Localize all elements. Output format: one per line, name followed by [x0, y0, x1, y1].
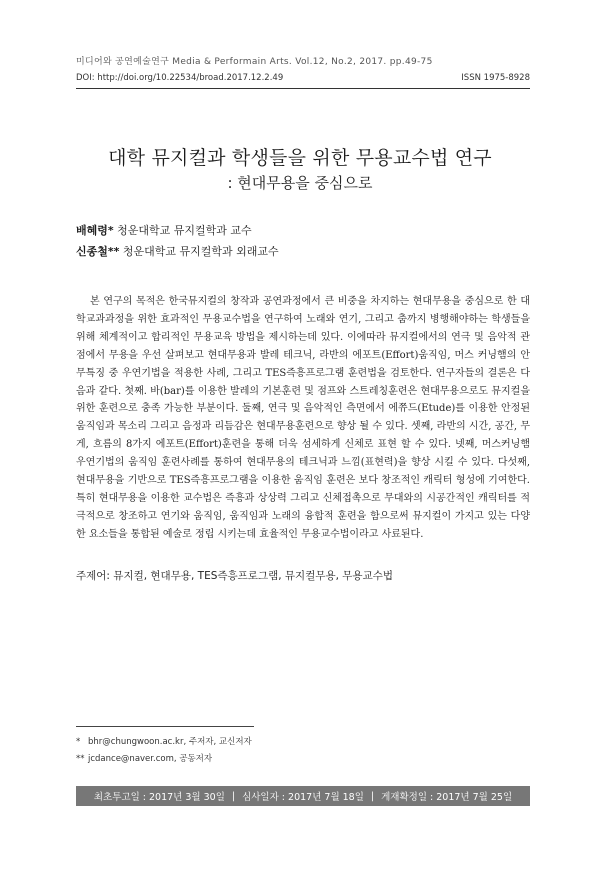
issn: ISSN 1975-8928 — [461, 73, 530, 83]
header-divider — [76, 88, 530, 89]
paper-title: 대학 뮤지컬과 학생들을 위한 무용교수법 연구 — [108, 147, 492, 169]
doi-link[interactable]: DOI: http://doi.org/10.22534/broad.2017.12.2.49 — [76, 73, 284, 83]
abstract-text: 본 연구의 목적은 한국뮤지컬의 창작과 공연과정에서 큰 비중을 차지하는 현대무용을 중심으로 한 대학교과과정을 위한 효과적인 무용교수법을 연구하여 노래와 연기, 그리고 춤까지 병행해야하는 학생들을 위해 체계적이고 합리적인 무용교육 방법을 제시하는데 있다. 이에따라 뮤지컬에서의 연극 및 음악적 관점에서 무용을 우선 살펴보고 현대무용과 발레 테크닉, 라반의 에포트(Effort)움직임, 머스 커닝햄의 안무특징 중 우연기법을 적용한 사례, 그리고 TES즉흥프로그램 훈련법을 검토한다. 연구자들의 결론은 다음과 같다. 첫째. 바(bar)를 이용한 발레의 기본훈련 및 점프와 스트레칭훈련은 현대무용으로도 뮤지컬을 위한 훈련으로 충족 가능한 부분이다. 둘째, 연극 및 음악적인 측면에서 에쮸드(Etude)를 이용한 안정된 움직임과 목소리 그리고 음정과 리듬감은 현대무용훈련으로 향상 될 수 있다. 셋째, 라반의 시간, 공간, 무게, 흐름의 8가지 에포트(Effort)훈련을 통해 더욱 섬세하게 신체로 표현 할 수 있다. 넷째, 머스커닝햄 우연기법의 움직임 훈련사례를 통하여 현대무용의 테크닉과 느낌(표현력)을 향상 시킬 수 있다. 다섯째, 현대무용을 기반으로 TES즉흥프로그램을 이용한 움직임 훈련은 보다 창조적인 캐릭터 형성에 기여한다. 특히 현대무용을 이용한 교수법은 즉흥과 상상력 그리고 신체접촉으로 무대와의 시공간적인 캐릭터를 적극적으로 창조하고 연기와 움직임, 움직임과 노래의 융합적 훈련을 함으로써 뮤지컬이 가지고 있는 다양한 요소들을 통합된 예술로 정립 시키는데 효율적인 무용교수법이라고 사료된다. — [76, 296, 530, 540]
date-separator: | — [370, 790, 375, 802]
paper-subtitle: : 현대무용을 중심으로 — [227, 174, 373, 192]
accepted-date: 게재확정일 : 2017년 7월 25일 — [381, 792, 513, 803]
doi-line — [76, 73, 530, 83]
author-name: 배혜령* — [76, 224, 114, 237]
footnote-divider — [76, 726, 254, 727]
footnote-text: jcdance@naver.com, 공동저자 — [88, 754, 213, 764]
review-date: 심사일자 : 2017년 7월 18일 — [242, 792, 364, 803]
footnote-text: bhr@chungwoon.ac.kr, 주저자, 교신저자 — [88, 737, 252, 747]
footnote-2 — [76, 752, 212, 764]
footnote-mark: ** — [76, 754, 85, 764]
footnote-mark: * — [76, 737, 81, 747]
author-affiliation: 청운대학교 뮤지컬학과 교수 — [117, 224, 252, 237]
date-separator: | — [231, 790, 236, 802]
received-date: 최초투고일 : 2017년 3월 30일 — [93, 792, 225, 803]
journal-citation: 미디어와 공연예술연구 Media & Performain Arts. Vol.12, No.2, 2017. pp.49-75 — [76, 57, 433, 67]
author-1 — [76, 222, 252, 238]
submission-dates-bar — [76, 786, 530, 806]
keywords: 주제어: 뮤지컬, 현대무용, TES즉흥프로그램, 뮤지컬무용, 무용교수법 — [76, 570, 394, 582]
author-affiliation: 청운대학교 뮤지컬학과 외래교수 — [122, 245, 279, 258]
footnote-1 — [76, 735, 252, 747]
author-2 — [76, 243, 279, 259]
author-name: 신종철** — [76, 245, 120, 258]
